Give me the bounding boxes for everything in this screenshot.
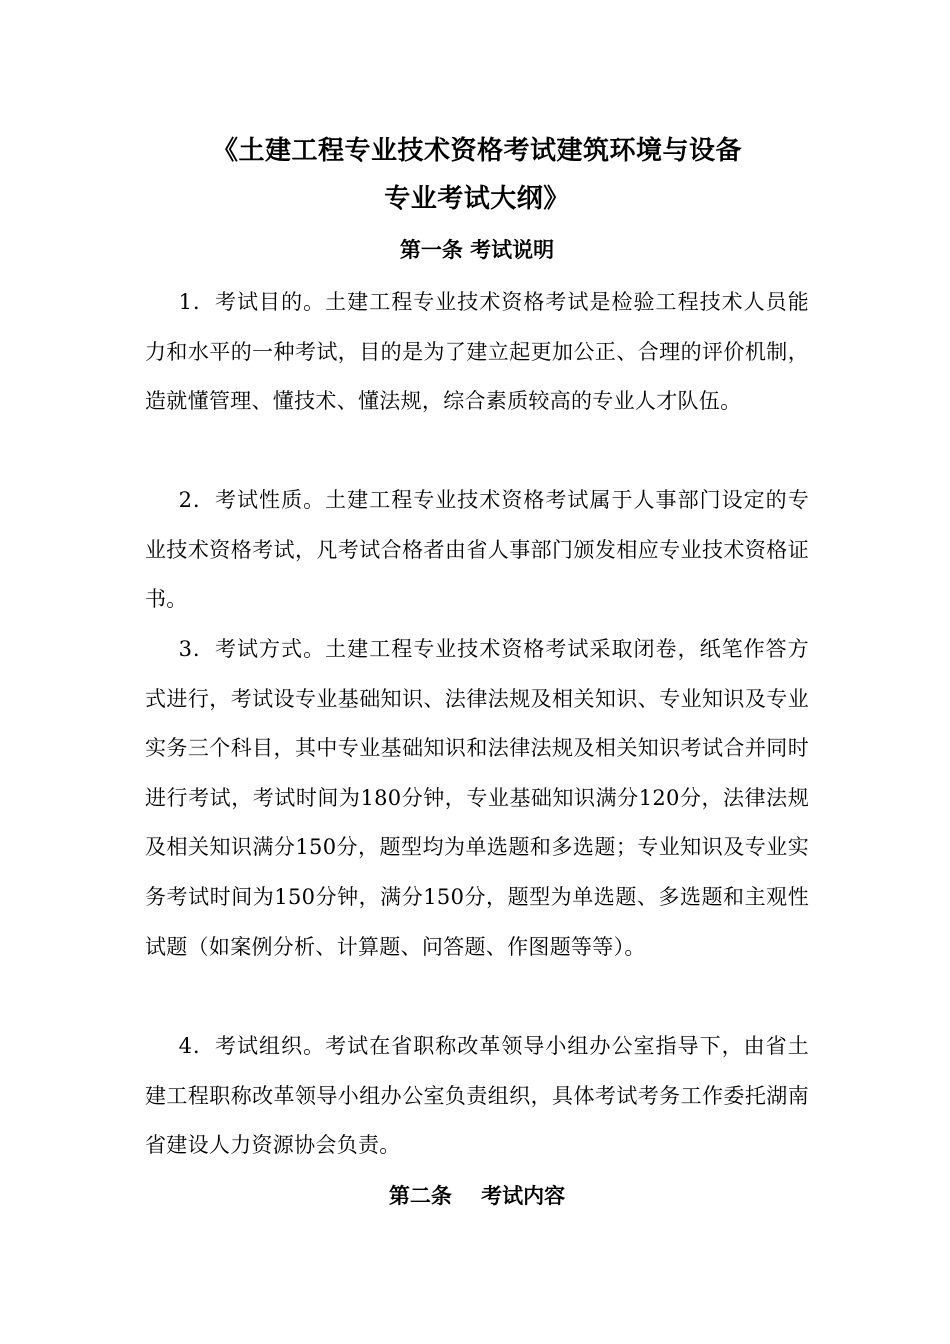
section-heading-2: 第二条 考试内容 (388, 1183, 566, 1208)
document-title-line-2: 专业考试大纲》 (384, 184, 570, 214)
paragraph-exam-method: 3．考试方式。土建工程专业技术资格考试采取闭卷，纸笔作答方式进行，考试设专业基础知识、法律法规及相关知识、专业知识及专业实务三个科目，其中专业基础知识和法律法规及相关知识考试合并同时进行考试，考试时间为180分钟，专业基础知识满分120分，法律法规及相关知识满分150分，题型均为单选题和多选题；专业知识及专业实务考试时间为150分钟，满分150分，题型为单选题、多选题和主观性试题（如案例分析、计算题、问答题、作图题等等）。 (145, 637, 809, 959)
paragraph-exam-purpose: 1．考试目的。土建工程专业技术资格考试是检验工程技术人员能力和水平的一种考试，目的是为了建立起更加公正、合理的评价机制，造就懂管理、懂技术、懂法规，综合素质较高的专业人才队伍。 (145, 290, 809, 414)
document-title-line-1: 《土建工程专业技术资格考试建筑环境与设备 (211, 136, 742, 166)
paragraph-exam-organization: 4．考试组织。考试在省职称改革领导小组办公室指导下，由省土建工程职称改革领导小组办公室负责组织，具体考试考务工作委托湖南省建设人力资源协会负责。 (145, 1034, 809, 1158)
document-page (145, 0, 809, 1344)
paragraph-exam-nature: 2．考试性质。土建工程专业技术资格考试属于人事部门设定的专业技术资格考试，凡考试合格者由省人事部门颁发相应专业技术资格证书。 (145, 488, 809, 612)
section-heading-1: 第一条 考试说明 (399, 237, 555, 262)
